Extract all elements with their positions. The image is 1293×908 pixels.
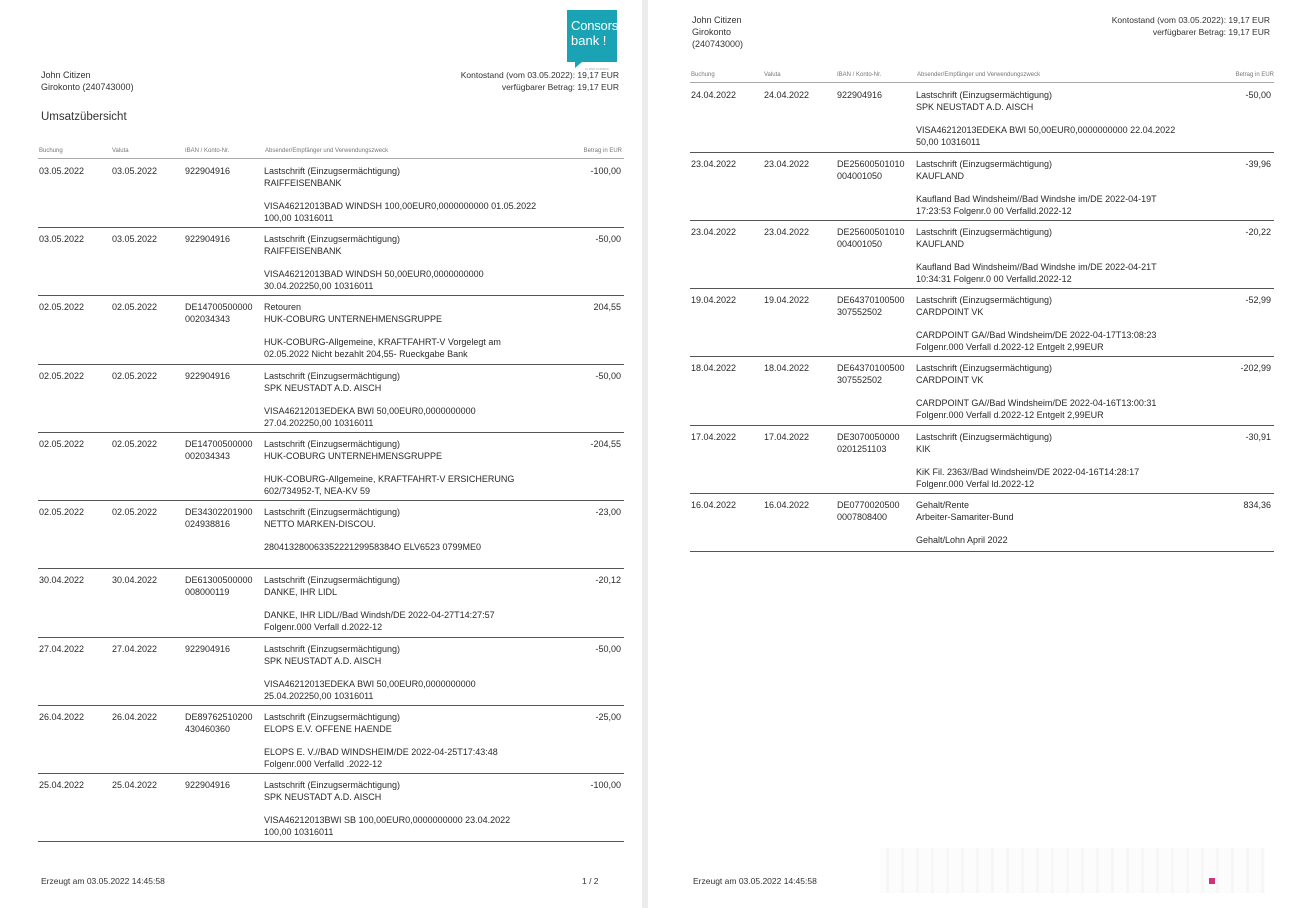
balance-block xyxy=(1112,14,1270,38)
value-date: 18.04.2022 xyxy=(764,363,810,373)
iban-line-2: 002034343 xyxy=(185,451,231,461)
value-date: 02.05.2022 xyxy=(112,302,158,312)
counterparty: ELOPS E.V. OFFENE HAENDE xyxy=(264,724,392,734)
booking-date: 25.04.2022 xyxy=(39,780,85,790)
counterparty: SPK NEUSTADT A.D. AISCH xyxy=(264,383,382,393)
iban-line-1: DE64370100500 xyxy=(837,363,905,373)
iban-line-2: 0007808400 xyxy=(837,512,888,522)
col-iban: IBAN / Konto-Nr. xyxy=(837,72,882,78)
counterparty: SPK NEUSTADT A.D. AISCH xyxy=(264,792,382,802)
reference-line-1: VISA46212013EDEKA BWI 50,00EUR0,0000000000 xyxy=(264,406,476,416)
reference-line-2: 02.05.2022 Nicht bezahlt 204,55- Rueckgabe Bank xyxy=(264,349,468,359)
reference-line-1: HUK-COBURG-Allgemeine, KRAFTFAHRT-V Vorgelegt am xyxy=(264,337,501,347)
reference-line-2: Folgenr.000 Verfall d.2022-12 xyxy=(264,622,383,632)
consorsbank-logo xyxy=(567,10,619,71)
booking-date: 18.04.2022 xyxy=(691,363,737,373)
transaction-type: Lastschrift (Einzugsermächtigung) xyxy=(916,295,1053,305)
transaction-type: Lastschrift (Einzugsermächtigung) xyxy=(264,780,401,790)
value-date: 03.05.2022 xyxy=(112,166,158,176)
balance-block xyxy=(461,69,619,93)
counterparty: SPK NEUSTADT A.D. AISCH xyxy=(264,656,382,666)
table-header xyxy=(690,72,1274,83)
reference-line-1: 28041328006335222129958384O ELV6523 0799ME0 xyxy=(264,542,482,552)
transaction-row xyxy=(38,774,624,842)
value-date: 16.04.2022 xyxy=(764,500,810,510)
iban-line-1: 922904916 xyxy=(837,90,883,100)
footer-page-number: 1 / 2 xyxy=(582,876,599,886)
reference-line-2: 50,00 10316011 xyxy=(916,137,981,147)
iban-line-1: 922904916 xyxy=(185,780,231,790)
amount: -23,00 xyxy=(595,507,621,517)
transaction-type: Lastschrift (Einzugsermächtigung) xyxy=(264,234,401,244)
transaction-type: Lastschrift (Einzugsermächtigung) xyxy=(264,439,401,449)
transaction-row xyxy=(38,160,624,228)
iban-line-2: 0201251103 xyxy=(837,444,887,454)
reference-line-1: HUK-COBURG-Allgemeine, KRAFTFAHRT-V ERSICHERUNG xyxy=(264,474,515,484)
counterparty: DANKE, IHR LIDL xyxy=(264,587,338,597)
reference-line-2: 100,00 10316011 xyxy=(264,827,334,837)
available-line: verfügbarer Betrag: 19,17 EUR xyxy=(501,82,619,92)
value-date: 03.05.2022 xyxy=(112,234,158,244)
amount: -30,91 xyxy=(1245,432,1271,442)
transaction-type: Lastschrift (Einzugsermächtigung) xyxy=(264,712,401,722)
reference-line-2: Folgenr.000 Verfall d.2022-12 Entgelt 2,99EUR xyxy=(916,342,1104,352)
amount: -50,00 xyxy=(595,644,621,654)
iban-line-1: DE25600501010 xyxy=(837,159,905,169)
reference-line-1: VISA46212013BAD WINDSH 100,00EUR0,0000000000 01.05.2022 xyxy=(264,201,537,211)
value-date: 19.04.2022 xyxy=(764,295,810,305)
account-type: Girokonto xyxy=(692,27,732,37)
iban-line-2: 008000119 xyxy=(185,587,230,597)
reference-line-1: Gehalt/Lohn April 2022 xyxy=(916,535,1008,545)
reference-line-2: 30.04.202250,00 10316011 xyxy=(264,281,374,291)
col-amount: Betrag in EUR xyxy=(583,148,622,154)
amount: -100,00 xyxy=(590,780,621,790)
value-date: 02.05.2022 xyxy=(112,371,158,381)
reference-line-1: Kaufland Bad Windsheim//Bad Windshe im/DE 2022-04-21T xyxy=(916,262,1157,272)
transaction-row xyxy=(690,426,1274,494)
counterparty: NETTO MARKEN-DISCOU. xyxy=(264,519,376,529)
value-date: 24.04.2022 xyxy=(764,90,810,100)
col-iban: IBAN / Konto-Nr. xyxy=(185,148,230,154)
transaction-row xyxy=(690,153,1274,221)
transaction-type: Lastschrift (Einzugsermächtigung) xyxy=(264,507,401,517)
booking-date: 30.04.2022 xyxy=(39,575,85,585)
balance-line: Kontostand (vom 03.05.2022): 19,17 EUR xyxy=(460,70,619,80)
transaction-row xyxy=(38,706,624,774)
booking-date: 24.04.2022 xyxy=(691,90,737,100)
counterparty: RAIFFEISENBANK xyxy=(264,246,342,256)
transaction-type: Lastschrift (Einzugsermächtigung) xyxy=(916,159,1053,169)
reference-line-2: 10:34:31 Folgenr.0 00 Verfalld.2022-12 xyxy=(916,274,1072,284)
value-date: 02.05.2022 xyxy=(112,439,158,449)
reference-line-1: CARDPOINT GA//Bad Windsheim/DE 2022-04-16T13:00:31 xyxy=(916,398,1157,408)
amount: -50,00 xyxy=(1245,90,1271,100)
col-buchung: Buchung xyxy=(39,148,63,154)
transaction-row xyxy=(38,228,624,296)
counterparty: CARDPOINT VK xyxy=(916,307,984,317)
amount: 834,36 xyxy=(1243,500,1271,510)
booking-date: 17.04.2022 xyxy=(691,432,737,442)
transaction-type: Lastschrift (Einzugsermächtigung) xyxy=(916,363,1053,373)
account-owner-block xyxy=(41,69,134,93)
iban-line-2: 004001050 xyxy=(837,239,883,249)
value-date: 27.04.2022 xyxy=(112,644,158,654)
iban-line-1: 922904916 xyxy=(185,371,231,381)
account-type: Girokonto (240743000) xyxy=(41,82,134,92)
logo-text-line2: bank ! xyxy=(571,33,607,48)
footer-created: Erzeugt am 03.05.2022 14:45:58 xyxy=(693,876,817,886)
counterparty: HUK-COBURG UNTERNEHMENSGRUPPE xyxy=(264,451,443,461)
reference-line-1: VISA46212013EDEKA BWI 50,00EUR0,0000000000 xyxy=(264,679,476,689)
amount: 204,55 xyxy=(593,302,621,312)
transaction-row xyxy=(690,494,1274,552)
logo-tagline: by BNP PARIBAS xyxy=(585,67,609,71)
transaction-type: Lastschrift (Einzugsermächtigung) xyxy=(264,644,401,654)
transaction-row xyxy=(38,365,624,433)
reference-line-2: 602/734952-T, NEA-KV 59 xyxy=(264,486,371,496)
amount: -20,12 xyxy=(595,575,621,585)
amount: -50,00 xyxy=(595,371,621,381)
iban-line-1: DE14700500000 xyxy=(185,302,253,312)
iban-line-1: 922904916 xyxy=(185,166,231,176)
transaction-row xyxy=(38,501,624,569)
booking-date: 23.04.2022 xyxy=(691,227,737,237)
transaction-row xyxy=(690,357,1274,426)
iban-line-2: 024938816 xyxy=(185,519,231,529)
available-line: verfügbarer Betrag: 19,17 EUR xyxy=(1152,27,1270,37)
transaction-row xyxy=(690,289,1274,357)
transaction-type: Lastschrift (Einzugsermächtigung) xyxy=(264,166,401,176)
reference-line-1: VISA46212013BAD WINDSH 50,00EUR0,0000000000 xyxy=(264,269,484,279)
page-title: Umsatzübersicht xyxy=(41,111,127,123)
iban-line-1: 922904916 xyxy=(185,234,231,244)
col-text: Absender/Empfänger und Verwendungszweck xyxy=(917,72,1041,78)
col-buchung: Buchung xyxy=(691,72,715,78)
transaction-type: Lastschrift (Einzugsermächtigung) xyxy=(916,90,1053,100)
reference-line-1: CARDPOINT GA//Bad Windsheim/DE 2022-04-17T13:08:23 xyxy=(916,330,1157,340)
table-header xyxy=(38,148,624,159)
booking-date: 02.05.2022 xyxy=(39,371,85,381)
iban-line-1: DE0770020500 xyxy=(837,500,900,510)
reference-line-1: VISA46212013BWI SB 100,00EUR0,0000000000 23.04.2022 xyxy=(264,815,511,825)
logo-text-line1: Consors xyxy=(571,18,619,33)
counterparty: Arbeiter-Samariter-Bund xyxy=(916,512,1014,522)
booking-date: 23.04.2022 xyxy=(691,159,737,169)
col-amount: Betrag in EUR xyxy=(1235,72,1274,78)
amount: -20,22 xyxy=(1245,227,1271,237)
reference-line-2: Folgenr.000 Verfall d.2022-12 Entgelt 2,99EUR xyxy=(916,410,1104,420)
reference-line-2: Folgenr.000 Verfal ld.2022-12 xyxy=(916,479,1035,489)
iban-line-2: 430460360 xyxy=(185,724,231,734)
iban-line-1: 922904916 xyxy=(185,644,231,654)
transaction-row xyxy=(38,433,624,501)
reference-line-1: VISA46212013EDEKA BWI 50,00EUR0,0000000000 22.04.2022 xyxy=(916,125,1176,135)
footer-created: Erzeugt am 03.05.2022 14:45:58 xyxy=(41,876,165,886)
amount: -202,99 xyxy=(1240,363,1271,373)
iban-line-1: DE34302201900 xyxy=(185,507,253,517)
amount: -39,96 xyxy=(1245,159,1271,169)
counterparty: KAUFLAND xyxy=(916,239,965,249)
booking-date: 27.04.2022 xyxy=(39,644,85,654)
transaction-type: Retouren xyxy=(264,302,302,312)
transaction-row xyxy=(690,221,1274,289)
booking-date: 16.04.2022 xyxy=(691,500,737,510)
account-owner-block xyxy=(692,14,743,50)
corner-mark xyxy=(1209,878,1215,884)
iban-line-2: 307552502 xyxy=(837,375,883,385)
col-valuta: Valuta xyxy=(764,72,781,78)
reference-line-1: ELOPS E. V.//BAD WINDSHEIM/DE 2022-04-25T17:43:48 xyxy=(264,747,498,757)
iban-line-2: 307552502 xyxy=(837,307,883,317)
reference-line-2: Folgenr.000 Verfalld .2022-12 xyxy=(264,759,383,769)
iban-line-2: 004001050 xyxy=(837,171,883,181)
transaction-type: Lastschrift (Einzugsermächtigung) xyxy=(264,575,401,585)
booking-date: 19.04.2022 xyxy=(691,295,737,305)
statement-page-2 xyxy=(648,0,1293,908)
reference-line-2: 17:23:53 Folgenr.0 00 Verfalld.2022-12 xyxy=(916,206,1072,216)
iban-line-1: DE3070050000 xyxy=(837,432,900,442)
value-date: 30.04.2022 xyxy=(112,575,158,585)
iban-line-1: DE64370100500 xyxy=(837,295,905,305)
reference-line-1: DANKE, IHR LIDL//Bad Windsh/DE 2022-04-27T14:27:57 xyxy=(264,610,495,620)
transaction-row xyxy=(690,84,1274,153)
value-date: 23.04.2022 xyxy=(764,227,810,237)
transaction-type: Gehalt/Rente xyxy=(916,500,970,510)
reference-line-1: Kaufland Bad Windsheim//Bad Windshe im/DE 2022-04-19T xyxy=(916,194,1157,204)
value-date: 26.04.2022 xyxy=(112,712,158,722)
reference-line-1: KiK Fil. 2363//Bad Windsheim/DE 2022-04-16T14:28:17 xyxy=(916,467,1140,477)
scan-artifact xyxy=(880,848,1265,893)
booking-date: 03.05.2022 xyxy=(39,234,85,244)
iban-line-1: DE89762510200 xyxy=(185,712,253,722)
booking-date: 02.05.2022 xyxy=(39,302,85,312)
account-number: (240743000) xyxy=(692,39,744,49)
amount: -50,00 xyxy=(595,234,621,244)
logo-speech-tail xyxy=(575,62,582,68)
booking-date: 02.05.2022 xyxy=(39,507,85,517)
reference-line-2: 27.04.202250,00 10316011 xyxy=(264,418,374,428)
iban-line-1: DE61300500000 xyxy=(185,575,253,585)
booking-date: 03.05.2022 xyxy=(39,166,85,176)
counterparty: KAUFLAND xyxy=(916,171,965,181)
value-date: 25.04.2022 xyxy=(112,780,158,790)
reference-line-2: 100,00 10316011 xyxy=(264,213,334,223)
amount: -52,99 xyxy=(1245,295,1271,305)
counterparty: KIK xyxy=(916,444,931,454)
balance-line: Kontostand (vom 03.05.2022): 19,17 EUR xyxy=(1111,15,1270,25)
booking-date: 02.05.2022 xyxy=(39,439,85,449)
amount: -100,00 xyxy=(590,166,621,176)
col-valuta: Valuta xyxy=(112,148,129,154)
counterparty: SPK NEUSTADT A.D. AISCH xyxy=(916,102,1034,112)
account-holder: John Citizen xyxy=(692,15,742,25)
reference-line-2: 25.04.202250,00 10316011 xyxy=(264,691,374,701)
counterparty: RAIFFEISENBANK xyxy=(264,178,342,188)
value-date: 02.05.2022 xyxy=(112,507,158,517)
counterparty: HUK-COBURG UNTERNEHMENSGRUPPE xyxy=(264,314,443,324)
amount: -204,55 xyxy=(590,439,621,449)
account-holder: John Citizen xyxy=(41,70,91,80)
iban-line-2: 002034343 xyxy=(185,314,231,324)
transaction-row xyxy=(38,638,624,706)
transaction-row xyxy=(38,569,624,638)
amount: -25,00 xyxy=(595,712,621,722)
value-date: 23.04.2022 xyxy=(764,159,810,169)
transaction-row xyxy=(38,296,624,365)
transaction-type: Lastschrift (Einzugsermächtigung) xyxy=(264,371,401,381)
counterparty: CARDPOINT VK xyxy=(916,375,984,385)
iban-line-1: DE25600501010 xyxy=(837,227,905,237)
iban-line-1: DE14700500000 xyxy=(185,439,253,449)
statement-page-1 xyxy=(0,0,642,908)
col-text: Absender/Empfänger und Verwendungszweck xyxy=(265,148,389,154)
booking-date: 26.04.2022 xyxy=(39,712,85,722)
transaction-type: Lastschrift (Einzugsermächtigung) xyxy=(916,227,1053,237)
transaction-type: Lastschrift (Einzugsermächtigung) xyxy=(916,432,1053,442)
value-date: 17.04.2022 xyxy=(764,432,810,442)
